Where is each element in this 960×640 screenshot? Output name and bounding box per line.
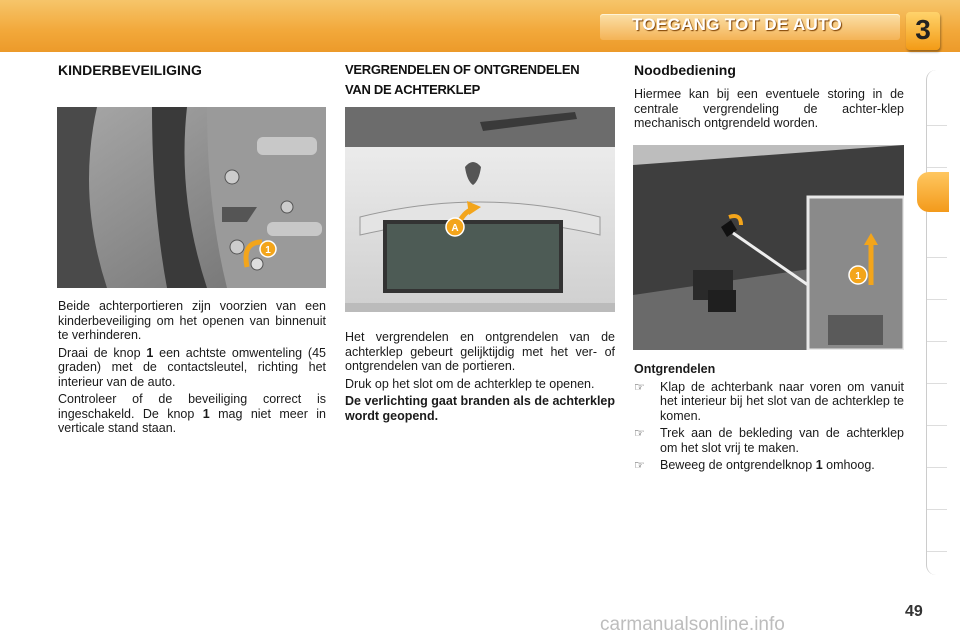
tab-divider: [927, 509, 947, 510]
child-lock-check: Controleer of de beveiliging correct is ingeschakeld. De knop 1 mag niet meer in verticale stand staan.: [58, 392, 326, 435]
watermark: carmanualsonline.info: [600, 614, 785, 635]
tab-divider: [927, 257, 947, 258]
section-heading-noodbediening: Noodbediening: [634, 62, 736, 78]
right-text-block: [634, 362, 904, 473]
chapter-side-tabs: [926, 70, 949, 575]
tab-divider: [927, 341, 947, 342]
left-text-block: [58, 299, 326, 436]
tab-divider: [927, 383, 947, 384]
tab-divider: [927, 467, 947, 468]
tab-divider: [927, 425, 947, 426]
tailgate-photo: [345, 107, 615, 312]
page-number: 49: [905, 603, 923, 620]
emergency-release-photo: [633, 145, 904, 350]
child-lock-label: 1: [265, 245, 271, 256]
section-heading-kinderbeveiliging: KINDERBEVEILIGING: [58, 62, 202, 78]
child-lock-photo: [57, 107, 326, 288]
tailgate-open-instruction: Druk op het slot om de achterklep te openen.: [345, 376, 595, 391]
chapter-number-badge: [906, 12, 940, 50]
release-knob-label: 1: [855, 271, 861, 282]
tailgate-light-note: De verlichting gaat branden als de achterklep wordt geopend.: [345, 394, 615, 423]
child-lock-instruction: Draai de knop 1 een achtste omwenteling (45 graden) met de contactsleutel, richting het interieur van de auto.: [58, 345, 326, 389]
emergency-intro: Hiermee kan bij een eventuele storing in de centrale vergrendeling de achter-klep mechanisch ontgrendeld worden.: [634, 87, 904, 130]
tab-divider: [927, 551, 947, 552]
pointer-icon: ☞: [634, 379, 645, 394]
tab-divider: [927, 125, 947, 126]
tab-divider: [927, 299, 947, 300]
pointer-icon: ☞: [634, 426, 645, 440]
tab-divider: [927, 167, 947, 168]
chapter-number: 3: [915, 14, 931, 45]
tailgate-locking-info: Het vergrendelen en ontgrendelen van de achterklep gebeurt gelijktijdig met het ver- of ontgrendelen van de portieren.: [345, 330, 615, 373]
list-item: ☞ Trek aan de bekleding van de achterklep om het slot vrij te maken.: [634, 426, 904, 455]
pointer-icon: ☞: [634, 458, 645, 472]
middle-text-block: [345, 330, 615, 423]
list-item: ☞ Beweeg de ontgrendelknop 1 omhoog.: [634, 458, 875, 472]
tailgate-lock-label: A: [451, 223, 459, 234]
release-subheading: Ontgrendelen: [634, 362, 716, 376]
list-item: ☞ Klap de achterbank naar voren om vanuit het interieur bij het slot van de achterklep te komen.: [634, 379, 904, 423]
child-lock-intro: Beide achterportieren zijn voorzien van een kinderbeveiliging om het openen van binnenuit te verhinderen.: [58, 299, 326, 342]
chapter-title: TOEGANG TOT DE AUTO: [632, 15, 843, 34]
active-chapter-tab[interactable]: [917, 172, 949, 212]
section-heading-tailgate: VERGRENDELEN OF ONTGRENDELEN VAN DE ACHTERKLEP: [345, 62, 580, 97]
